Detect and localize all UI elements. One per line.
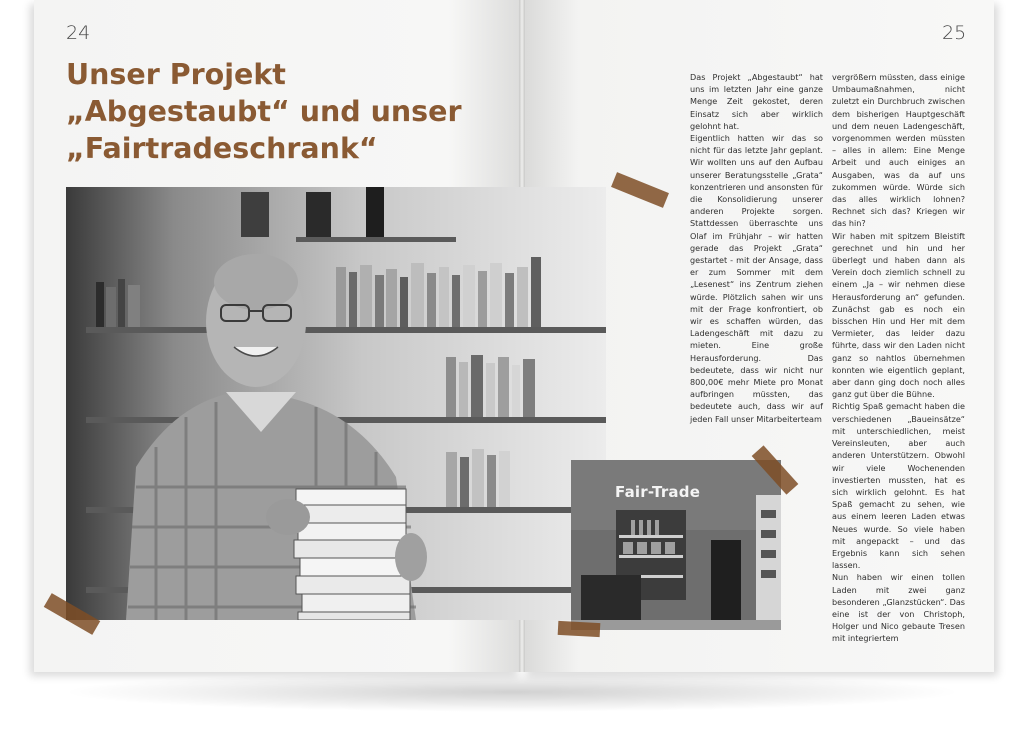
paragraph: Nun haben wir einen tollen Laden mit zwei ganz besonderen „Glanzstücken“. Das eine ist der von Christoph, Holger und Nico gebaute Tresen mit integriertem [832, 572, 965, 644]
title-line-1: Unser Projekt [66, 58, 286, 91]
page-number-left: 24 [66, 22, 91, 44]
fairtrade-photo [571, 460, 781, 630]
fairtrade-sign: Fair-Trade [615, 483, 701, 501]
paragraph: Richtig Spaß gemacht haben die verschiedenen „Baueinsätze“ mit unterschiedlichen, meist Vereinsleuten, aber auch anderen Unterstützern. Obwohl wir viele Wochenenden investierten mussten, hat es sich wirklich gelohnt. Es hat Spaß gemacht zu sehen, wie aus einem leeren Laden etwas Neues wurde. So viele haben mit angepackt – und das Ergebnis kann sich sehen lassen. [832, 401, 965, 571]
page-number-right: 25 [942, 22, 967, 44]
paragraph: Wir haben mit spitzem Bleistift gerechnet und hin und her überlegt und haben dann als Verein doch ziemlich schnell zu einem „Ja – wir nehmen diese Herausforderung an“ gefunden. Zunächst gab es noch ein bisschen Hin und Her mit dem Vermieter, das leider dazu führte, dass wir den Laden nicht ganz so nahtlos übernehmen konnten wie eigentlich geplant, aber dann ging doch noch alles ganz gut über die Bühne. [832, 230, 965, 400]
text-column-2 [832, 71, 965, 645]
main-photo [66, 187, 606, 620]
text-column-1 [690, 71, 823, 425]
magazine-shadow [60, 672, 964, 712]
title-line-2: „Abgestaubt“ und unser [66, 95, 462, 128]
title-line-3: „Fairtradeschrank“ [66, 132, 378, 165]
article-title [66, 56, 506, 167]
paragraph: Eigentlich hatten wir das so nicht für das letzte Jahr geplant. Wir wollten uns auf den Aufbau unserer Beratungsstelle „Grata“ konzentrieren und ansonsten für die Konsolidierung unserer anderen Projekte sorgen. Stattdessen überraschte uns Olaf im Frühjahr – wir hatten gerade das Projekt „Grata“ gestartet - mit der Ansage, dass er zum Sommer mit dem „Lesenest“ ins Zentrum ziehen würde. Plötzlich sahen wir uns mit der Frage konfrontiert, ob wir es schaffen würden, das Ladengeschäft mit dazu zu mieten. Eine große Herausforderung. Das bedeutete, dass wir nicht nur 800,00€ mehr Miete pro Monat aufbringen müssten, das bedeutete auch, dass wir auf jeden Fall unser Mitarbeiterteam [690, 133, 823, 424]
tape-small-photo-bottom [558, 621, 601, 637]
main-photo-illustration [66, 187, 606, 620]
paragraph: Das Projekt „Abgestaubt“ hat uns im letzten Jahr eine ganze Menge Zeit gekostet, deren Einsatz sich aber wirklich gelohnt hat. [690, 72, 823, 131]
paragraph: vergrößern müssten, dass einige Umbaumaßnahmen, nicht zuletzt ein Durchbruch zwischen dem bisherigen Hauptgeschäft und dem neuen Ladengeschäft, vorgenommen werden müssten – alles in allem: Eine Menge Arbeit und auch einiges an Ausgaben, was da auf uns zukommen würde. Würde sich das alles wirklich lohnen? Rechnet sich das? Kriegen wir das hin? [832, 72, 965, 229]
